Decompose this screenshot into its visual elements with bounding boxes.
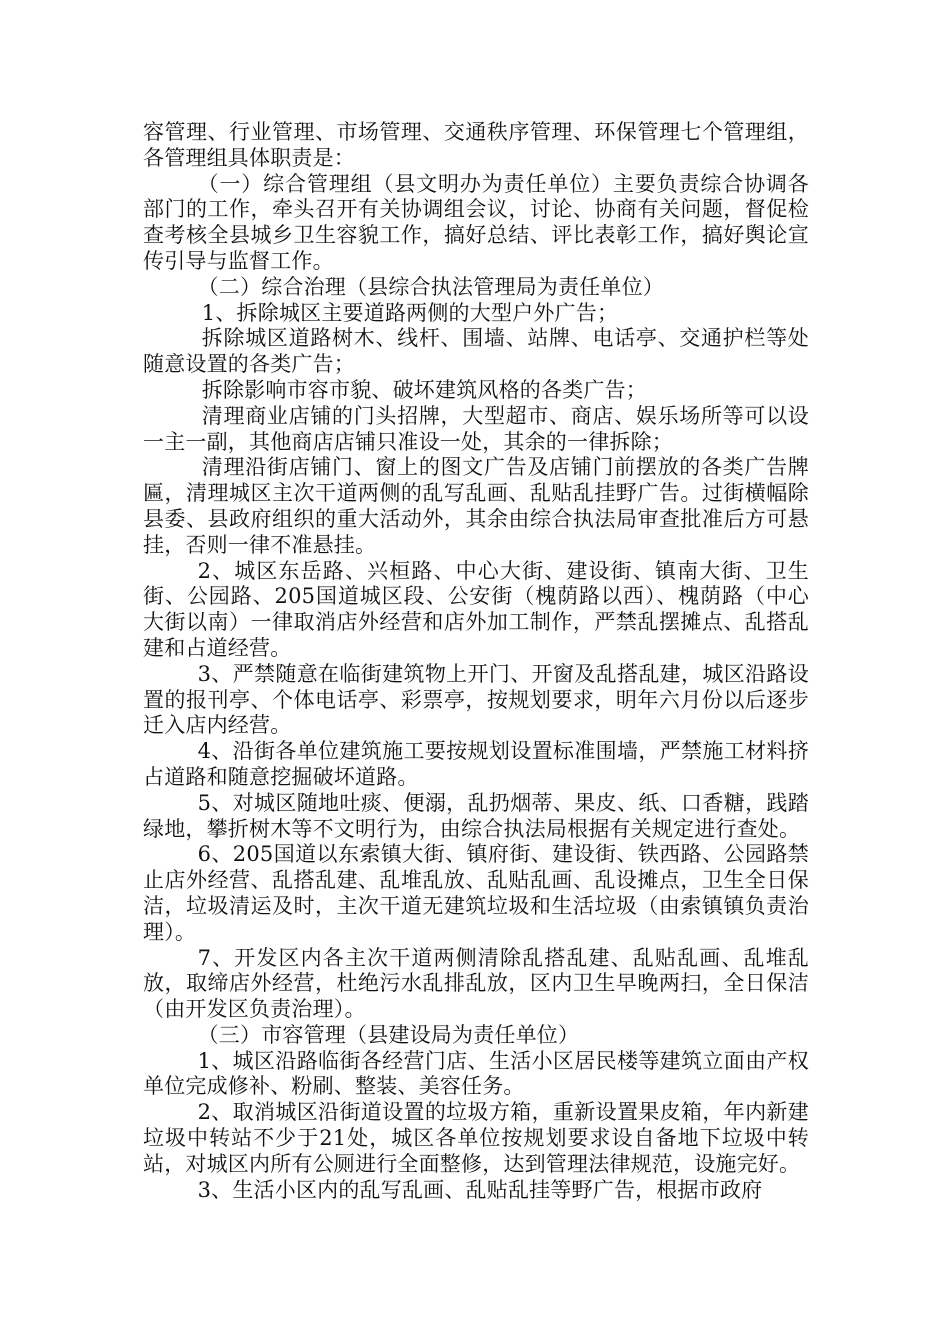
paragraph: 1、城区沿路临街各经营门店、生活小区居民楼等建筑立面由产权单位完成修补、粉刷、整装、美容任务。 [143, 1048, 809, 1099]
paragraph: 7、开发区内各主次干道两侧清除乱搭乱建、乱贴乱画、乱堆乱放，取缔店外经营，杜绝污水乱排乱放，区内卫生早晚两扫，全日保洁（由开发区负责治理）。 [143, 945, 809, 1022]
paragraph: 1、拆除城区主要道路两侧的大型户外广告； [201, 300, 619, 325]
paragraph: 清理商业店铺的门头招牌，大型超市、商店、娱乐场所等可以设一主一副，其他商店店铺只准设一处，其余的一律拆除； [143, 403, 809, 454]
paragraph: 清理沿街店铺门、窗上的图文广告及店铺门前摆放的各类广告牌匾，清理城区主次干道两侧的乱写乱画、乱贴乱挂野广告。过街横幅除县委、县政府组织的重大活动外，其余由综合执法局审查批准后方可悬挂，否则一律不准悬挂。 [143, 455, 809, 557]
section-heading: （二）综合治理（县综合执法管理局为责任单位） [197, 274, 664, 299]
paragraph: 拆除影响市容市貌、破坏建筑风格的各类广告； [201, 377, 647, 402]
paragraph: 6、205国道以东索镇大街、镇府街、建设街、铁西路、公园路禁止店外经营、乱搭乱建、乱堆乱放、乱贴乱画、乱设摊点，卫生全日保洁，垃圾清运及时，主次干道无建筑垃圾和生活垃圾（由索镇镇负责治理）。 [143, 842, 809, 944]
paragraph: 容管理、行业管理、市场管理、交通秩序管理、环保管理七个管理组，各管理组具体职责是： [143, 120, 809, 170]
paragraph: 3、生活小区内的乱写乱画、乱贴乱挂等野广告，根据市政府 [197, 1177, 763, 1202]
section-heading: （三）市容管理（县建设局为责任单位） [197, 1022, 580, 1047]
paragraph: 2、城区东岳路、兴桓路、中心大街、建设街、镇南大街、卫生街、公园路、205国道城区段、公安街（槐荫路以西）、槐荫路（中心大街以南）一律取消店外经营和店外加工制作，严禁乱摆摊点、乱搭乱建和占道经营。 [143, 558, 809, 660]
document-page [143, 120, 809, 1203]
paragraph: 3、严禁随意在临街建筑物上开门、开窗及乱搭乱建，城区沿路设置的报刊亭、个体电话亭、彩票亭，按规划要求，明年六月份以后逐步迁入店内经营。 [143, 661, 809, 738]
paragraph: 拆除城区道路树木、线杆、围墙、站牌、电话亭、交通护栏等处随意设置的各类广告； [143, 326, 809, 377]
paragraph: 5、对城区随地吐痰、便溺，乱扔烟蒂、果皮、纸、口香糖，践踏绿地，攀折树木等不文明行为，由综合执法局根据有关规定进行查处。 [143, 790, 809, 841]
paragraph: （一）综合管理组（县文明办为责任单位）主要负责综合协调各部门的工作，牵头召开有关协调组会议，讨论、协商有关问题，督促检查考核全县城乡卫生容貌工作，搞好总结、评比表彰工作，搞好舆论宣传引导与监督工作。 [143, 171, 809, 273]
paragraph: 2、取消城区沿街道设置的垃圾方箱，重新设置果皮箱，年内新建垃圾中转站不少于21处，城区各单位按规划要求设自备地下垃圾中转站，对城区内所有公厕进行全面整修，达到管理法律规范，设施完好。 [143, 1100, 809, 1176]
paragraph: 4、沿街各单位建筑施工要按规划设置标准围墙，严禁施工材料挤占道路和随意挖掘破坏道路。 [143, 739, 809, 789]
